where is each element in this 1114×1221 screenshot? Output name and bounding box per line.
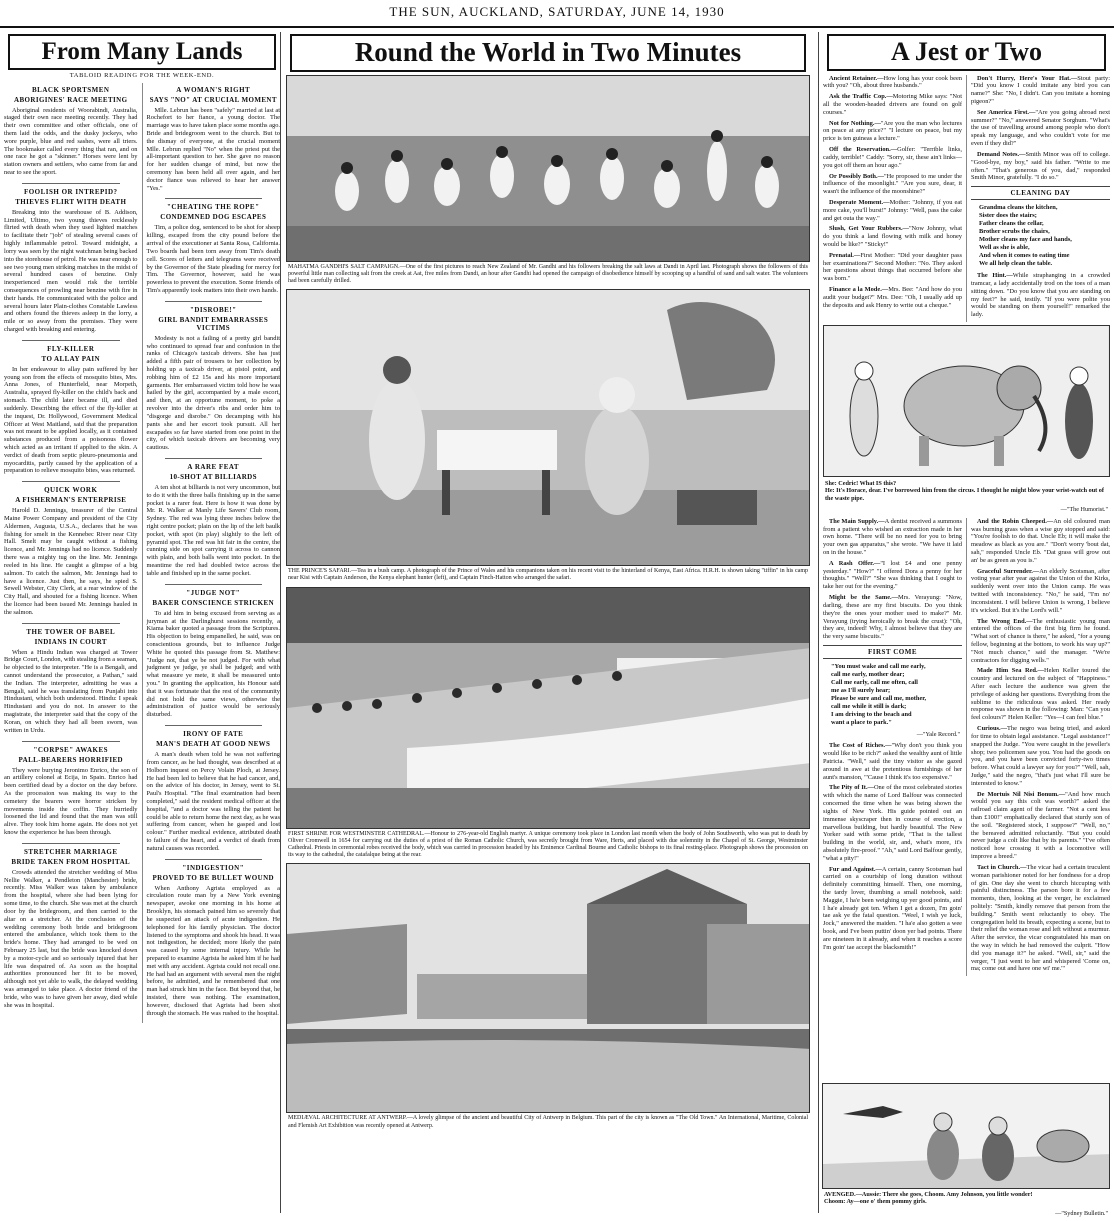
jest-text: Helen Keller toured the country and lectured on the subject of "Happiness." After each lecture the audience was given the privilege of asking her questions. Everything from the sublime to the ridiculous was asked. Her ready response was shown in the following: Man: "Can you feel colours?" Helen Keller: "Yes—I can feel blue." <box>971 667 1110 722</box>
jest-lead: Slush, Get Your Rubbers.— <box>829 225 909 233</box>
jest-lead: Desperate Moment.— <box>829 198 890 206</box>
photo-gandhi-illustration <box>287 76 810 261</box>
section-title-a-jest-or-two: A Jest or Two <box>827 34 1106 71</box>
cartoon-avenged-illustration <box>823 1084 1110 1188</box>
news-article <box>147 589 281 719</box>
jest-text: Mrs. Bee: "And how do you audit your budget?" Mrs. Dee: "Oh, I usually add up the deposits and ask Henry to write out a cheque." <box>823 286 962 309</box>
left-subcolumn-2 <box>142 83 281 1024</box>
jest-text: "And how much would you say this colt was worth?" asked the railroad claim agent of the farmer. "Not a cent less than £100!" emphatically declared that sturdy son of the soil. "Registered stock, I suppose?" "Well, no," the bereaved admitted reluctantly. "But you could never judge a colt like that by its parents." "I've often noticed how crossing it with a locomotive will improve a breed." <box>971 790 1110 861</box>
article-body: Modesty is not a failing of a pretty girl bandit who continued to spread fear and confusion in the ranks of Chicago's taxicab drivers. She has just added a fifth pair of trousers to her collection by holding up a taxicab driver, at pistol point, and robbing him of £2 15s and his more important garments. Her embarrassed victim told how he was hailed by the girl, accompanied by a male escort, and then, at an opportune moment, to poke a revolver into the driver's ribs and order him to "disgorge and disrobe." On decamping with his pants she and her escort took pursuit. All her escapades so far have started from one point in the city, of which taxicab drivers are becoming very cautious. <box>146 334 280 452</box>
jest-list-4 <box>823 742 962 951</box>
jest-text: Stout party: "Did you know I could imitate any bird you can name?" She: "No, I didn't. Can you imitate a homing pigeon?" <box>971 74 1110 106</box>
news-article <box>147 86 281 193</box>
article-headline: "CORPSE" AWAKES <box>33 745 109 754</box>
article-divider <box>165 301 263 302</box>
jest-lead: Curious.— <box>977 725 1008 733</box>
news-article <box>147 730 281 853</box>
jest-item <box>823 199 962 222</box>
right-top-subcolumns <box>823 75 1110 322</box>
jest-lead: Finance a la Mode.— <box>829 286 889 294</box>
jest-item <box>823 518 962 557</box>
jest-item <box>971 667 1110 722</box>
news-article <box>147 203 281 294</box>
jest-item <box>823 173 962 196</box>
jest-text: A dentist received a summons from a patient who wished an extraction made in her own home. "There will be no need for you to bring your own gas apparatus," she wrote. "We have it laid on in the house." <box>823 517 962 557</box>
article-body: Harold D. Jennings, treasurer of the Central Maine Power Company and president of the City Aldermen, Augusta, U.S.A., declares that he was fishing for smelt in the Kennebec River near City Hall. Smelt may be caught without a fishing licence, and Mr. Jennings had no licence. Suddenly there was a mighty tug on the line. Mr. Jennings reeled in his line. He caught a glimpse of a big salmon. To catch the salmon, Mr. Jennings had to have a licence. Just then, he says, he spied S. Sewell Webster, City Clerk, at a rear window of the City Hall, and shouted for a fishing licence. When the licence had been issued Mr. Jennings hauled in the salmon. <box>4 507 138 616</box>
jest-text: Mother: "Johnny, if you eat more cake, you'll burst!" Johnny: "Well, pass the cake and get outa the way." <box>823 198 962 222</box>
caption-westminster-cathedral: FIRST SHRINE FOR WESTMINSTER CATHEDRAL.—Honour to 276-year-old English martyr. A unique ceremony took place in London last month when the body of John Southworth, who was put to death by Oliver Cromwell in 1654 for carrying out the duties of a priest of the Roman Catholic Church, was secretly brought from Ware, Herts, and placed with due solemnity in the Chapel of St. George, Westminster Cathedral. Priests in ceremonial robes received the body, which was carried in procession headed by his Eminence Cardinal Bourne and Catholic bishops to its final resting-place. Photograph shows the procession on its way to the cathedral, the catafalque being at the rear. <box>288 830 808 859</box>
article-headline: BLACK SPORTSMEN <box>32 85 110 94</box>
section-strap: TABLOID READING FOR THE WEEK-END. <box>69 71 215 79</box>
article-headline: "JUDGE NOT" <box>186 588 241 597</box>
article-divider <box>165 725 263 726</box>
jest-item <box>971 568 1110 615</box>
jest-lead: Graceful Surrender.— <box>977 567 1040 575</box>
cartoon-avenged <box>822 1083 1110 1189</box>
jest-item <box>823 120 962 143</box>
jest-lead: The Pity of It.— <box>829 784 874 792</box>
jest-item <box>823 93 962 116</box>
article-headline: QUICK WORK <box>44 486 98 495</box>
jest-lead: The Wrong End.— <box>977 617 1033 625</box>
article-divider <box>22 340 120 341</box>
news-article <box>4 628 138 735</box>
jest-item <box>971 618 1110 665</box>
article-body: Crowds attended the stretcher wedding of Miss Nellie Walker, a Pendleton (Manchester) bride, recently. Miss Walker was taken by ambulance from the hospital, where she had been lying for some time, to the church. She was met at the church door by the bridegroom, and then carried to the altar on a stretcher. At the conclusion of the wedding ceremony both bride and bridegroom entered the ambulance, which took them to the bride's home. They had arranged to be wed on February 25 last, but the bride was knocked down by a motor-cycle and so seriously injured that her life was despaired of. As soon as the hospital authorities pronounced her fit to be moved, although not yet able to walk, the delayed wedding was arranged to take place. A doctor friend of the bride, who was to have given her away, died while she was in hospital. <box>4 868 138 1009</box>
article-subheadline: BRIDE TAKEN FROM HOSPITAL <box>11 857 131 866</box>
article-subheadline: GIRL BANDIT EMBARRASSES VICTIMS <box>158 315 269 332</box>
from-many-lands-section <box>4 32 281 1213</box>
article-subheadline: SAYS "NO" AT CRUCIAL MOMENT <box>149 95 277 104</box>
jest-text: First Mother: "Did your daughter pass her examinations?" Second Mother: "No. They asked her questions about things that occurred before she was born." <box>823 251 962 283</box>
jest-item <box>971 109 1110 148</box>
article-body: A ten shot at billiards is not very uncommon, but to do it with the three balls finishing up in the same pocket is a rarer feat. Here is how it was done by Mr. R. Walker at Manly Life Savers' Club room, Sydney. The red was lying three inches below the right centre pocket; plain on the lip of the left baulk pocket, with spot (in play) slightly to the left of pyramid spot. The red was hit fair in the centre, the cunning side on spot carrying it across to cannon with plain, and both balls went into pocket. In the meantime the red had doubled twice across the table and finished up in the same pocket. <box>146 483 280 577</box>
jest-item <box>971 791 1110 861</box>
photo-gandhi-salt-campaign <box>286 75 810 262</box>
jest-item <box>823 75 962 91</box>
jest-text: The enthusiastic young man entered the offices of the first big firm he found. "What sort of chance is there," he asked, "for a young fellow, beginning at the bottom, to work his way up?" "Not much chance," said the manager. "We're contractors for digging wells." <box>971 617 1110 664</box>
jest-text: An old coloured man was burning grass when a wise guy stopped and said: "You're foolish to do that. Uncle Eb; it will make the meadow as black as you are." "Don't worry 'bout dat, sah," responded Uncle Eb. "Dat grass will grow out an' be as green as you is." <box>971 517 1110 564</box>
jest-text: "I lost £4 and one penny yesterday." "How?" "I offered Dora a penny for her thoughts." "Well?" "She was thinking that I ought to take her out for the evening." <box>823 559 962 591</box>
jest-item <box>971 151 1110 182</box>
jest-lead: And the Robin Cheeped.— <box>977 517 1054 525</box>
jest-text: While straphanging in a crowded tramcar, a lady accidentally trod on the toes of a man sitting down. "Do you know that you are standing on my feet?" he said, testily. "If you were polite you would be standing on them yourself!" remarked the lady. <box>971 272 1110 319</box>
article-headline: FOOLISH OR INTREPID? <box>23 187 118 196</box>
article-body: A man's death when told he was not suffering from cancer, as he had thought, was described at a Holborn inquest on Percy Volain Ploch, at Jersey. He had been led to believe that he had cancer, and, on the advice of his doctor, in Jersey, went to St. Paul's Hospital. "The final examination had been completed," said the resident medical officer at the hospital, "and a doctor was telling the patient he could be able to return home the next day, as he was suffering from cancer, when he gasped and lost colour." Further medical evidence, attributed death to failure of the heart, and a verdict of death from natural causes was recorded. <box>146 751 280 852</box>
jest-lead: Ask the Traffic Cop.— <box>829 93 893 101</box>
first-come-credit: —"Yale Record." <box>916 730 960 738</box>
article-body: They were burying Jeronimo Enrico, the son of an artillery colonel at Ecija, in Spain. Enrico had been certified dead by a doctor on the day before. As the procession was making its way to the cemetery the bearers were horror stricken by movements inside the coffin. They hurriedly loosened the lid and found that the man was still alive. They took him home again. He does not yet know the experience he has been through. <box>4 766 138 836</box>
masthead: THE SUN, AUCKLAND, SATURDAY, JUNE 14, 1930 <box>0 4 1114 28</box>
jest-item <box>823 225 962 248</box>
article-body: Aboriginal residents of Woorabindi, Australia, staged their own race meeting recently. They had their own committee and other officials, one of them laid the odds, and the dusky jockeys, who wore purple, blue and red sashes, were all triers. The bookmaker called every thing that ran, and on one race he got a "skinner." Horses were lent by station owners and settlers, who came from far and near to see the sport. <box>4 106 138 176</box>
jest-item <box>971 75 1110 106</box>
jest-lead: See America First.— <box>977 108 1036 116</box>
photo-westminster-procession <box>286 587 810 829</box>
article-headline: "INDIGESTION" <box>182 863 245 872</box>
first-come-poem: "You must wake and call me early, call me early, mother dear; Call me early, call me often, call me as I'll surely hear; Please be sure and call me, mother, call me while it still is dark; I am driving to the beach and want a place to park." <box>831 662 927 726</box>
news-article <box>147 864 281 1018</box>
jest-text: "Why don't you think you would like to be rich?" asked the wealthy aunt of little Patricia. "Well," said the tiny visitor as she gazed around in awe at the pretentious furnishings of her aunt's mansion, "'Cause I think it's too expensive." <box>823 742 962 781</box>
jest-item <box>823 560 962 591</box>
news-article <box>147 306 281 452</box>
article-subheadline: ABORIGINES' RACE MEETING <box>14 95 128 104</box>
jest-lead: Not for Nothing.— <box>829 119 881 127</box>
news-article <box>4 86 138 177</box>
article-subheadline: PALL-BEARERS HORRIFIED <box>18 755 124 764</box>
news-article <box>147 463 281 578</box>
jest-text: How long has your cook been with you? "Oh, about three husbands." <box>823 74 962 90</box>
a-jest-or-two-section <box>818 32 1110 1213</box>
caption-prince-safari: THE PRINCE'S SAFARI.—Tea in a bush camp. A photograph of the Prince of Wales and his companions taken on his recent visit to the hinterland of Kenya, East Africa. H.R.H. is shown taking "tiffin" in his camp near Kisi with Captain Anderson, the Kenya elephant hunter (left), and Captain Finch-Hatton who arranged the safari. <box>288 568 808 582</box>
photo-safari-illustration <box>287 290 810 565</box>
news-article <box>4 848 138 1010</box>
article-headline: A WOMAN'S RIGHT <box>176 85 251 94</box>
jest-text: Smith Minor was off to college. "Good-bye, my boy," said his father. "Write to me often." "That's generous of you, dad," responded Smith Minor, gratefully. "I do so." <box>971 150 1110 182</box>
jest-item <box>971 864 1110 973</box>
article-headline: IRONY OF FATE <box>183 730 244 739</box>
article-divider <box>165 458 263 459</box>
article-headline: "DISROBE!" <box>189 305 237 314</box>
jest-lead: Prenatal.— <box>829 251 861 259</box>
jest-item <box>823 146 962 169</box>
jest-lead: Demand Notes.— <box>977 150 1026 158</box>
article-divider <box>22 843 120 844</box>
section-title-from-many-lands: From Many Lands <box>8 34 276 70</box>
article-body: Tim, a police dog, sentenced to be shot for sheep killing, escaped from the city pound before the arrival of the executioner at Santa Rosa, California. Two boards had been torn away from Tim's death cell. Scores of letters and telegrams were received by the Governor of the State pleading for mercy for Tim. The Governor, however, said he was powerless to prevent the execution. Some friends of Tim's apparently took matters into their own hands. <box>146 224 280 294</box>
cartoon-avenged-credit: —"Sydney Bulletin." <box>1055 1209 1108 1217</box>
jest-lead: The Cost of Riches.— <box>829 742 892 750</box>
jest-text: The vicar had a certain truculent woman parishioner noted for her fondness for a drop of gin. One day she went to church hiccuping with painful distinctness. The parson bore it for a few moments, then, looking at the verger, he exclaimed politely: "Smith, kindly remove that person from the building." Smith went reluctantly to obey. The congregation held its breath, expecting a scene, but to their relief the woman rose and left without a murmur. After the service, the vicar congratulated his man on the way in which he had removed the culprit. "How did you manage it?" he asked. "Well, sir," said the verger, "I just went to her and whispered 'Come on, ma; come out and have one wi' me.'" <box>971 863 1110 973</box>
cartoon-horace-elephant <box>823 325 1110 477</box>
jest-subcolumn-1 <box>823 75 962 322</box>
article-divider <box>165 198 263 199</box>
jest-text: One of the most celebrated stories with which the name of Lord Balfour was connected concerned the time when he was being shown the sights of New York. His guide pointed out an immense skyscraper then in course of erection, a marvellous building, but hardly beautiful. The New Yorker said with some pride, "That is the tallest building in the world, sir, and, what's more, it's absolutely fire-proof." "Ah," said Lord Balfour gently, "what a pity!" <box>823 784 962 862</box>
jest-item <box>823 742 962 781</box>
news-article <box>4 746 138 837</box>
jest-lead: Off the Reservation.— <box>829 146 898 154</box>
caption-antwerp: MEDIÆVAL ARCHITECTURE AT ANTWERP.—A lovely glimpse of the ancient and beautiful City of Antwerp in Belgium. This part of the city is known as "The Old Town." An International, Maritime, Colonial and Flemish Art Exhibition was recently opened at Antwerp. <box>288 1115 808 1129</box>
article-body: Breaking into the warehouse of B. Addison, Limited, Ultimo, two young thieves recklessly flirted with death when they used lighted matches to facilitate their "job" of stealing several cases of highly inflammable petrol. Toward midnight, a lorry was seen by the night watchman being backed into the storehouse of petrol. He was near enough to see two young men striking matches in the midst of several hundred cases of benzine. Only inexperienced men would risk the terrible consequences of prowling near benzine with fire in their hands. He communicated with the police and several hours later Plain-clothes Constable Lawless and others found the thieves asleep in the lorry, a mile or so away from the premises. They were charged with breaking and entering. <box>4 208 138 333</box>
article-divider <box>165 584 263 585</box>
article-headline: THE TOWER OF BABEL <box>26 627 116 636</box>
jest-subcolumn-3 <box>823 518 962 977</box>
article-headline: STRETCHER MARRIAGE <box>23 847 118 856</box>
jest-lead: Might be the Same.— <box>829 594 899 602</box>
article-divider <box>165 859 263 860</box>
cartoon-avenged-caption: AVENGED.—Aussie: There she goes, Choom. Amy Johnson, you little wonder! Choom: Ay—one o' them pommy girls. <box>824 1191 1033 1206</box>
section-title-round-the-world: Round the World in Two Minutes <box>290 34 806 72</box>
article-divider <box>22 183 120 184</box>
first-come-title: FIRST COME <box>823 645 962 659</box>
article-headline: FLY-KILLER <box>47 344 95 353</box>
jest-the-hint <box>971 272 1110 319</box>
photo-prince-safari <box>286 289 810 566</box>
jest-item <box>823 784 962 862</box>
jest-lead: The Main Supply.— <box>829 517 885 525</box>
photo-antwerp-illustration <box>287 864 810 1112</box>
jest-list-2 <box>971 75 1110 183</box>
jest-text: "Now Johnny, what do you think a land flowing with milk and honey would be like?" "Sticky!" <box>823 225 962 249</box>
article-body: To aid him in being excused from serving as a juryman at the Darlinghurst sessions recently, a Kiama baker quoted a passage from the Scriptures. His objection to being empanelled, he said, was on conscientious grounds, but to influence Judge White he quoted this passage from St. Matthew: "Judge not, that ye be not judged. For with what judgment ye judge, ye shall be judged; and with what measure ye mete, it shall be measured unto you." In granting the application, his Honour said that it was fortunate that the rest of the community did not hold the same views, otherwise the administration of justice would be seriously disturbed. <box>146 609 280 719</box>
jest-item <box>971 725 1110 788</box>
photo-procession-illustration <box>287 588 810 828</box>
jest-item <box>823 252 962 283</box>
cartoon-horace-credit: —"The Humorist." <box>1060 506 1108 514</box>
jest-item <box>823 594 962 641</box>
article-headline: A RARE FEAT <box>187 462 240 471</box>
jest-lead: Fur and Against.— <box>829 865 882 873</box>
jest-list-3 <box>823 518 962 641</box>
jest-subcolumn-5 <box>966 518 1110 977</box>
article-subheadline: 10-SHOT AT BILLIARDS <box>169 472 257 481</box>
jest-lead: Tact in Church.— <box>977 863 1027 871</box>
article-subheadline: MAN'S DEATH AT GOOD NEWS <box>156 740 271 749</box>
news-article <box>4 188 138 334</box>
round-the-world-section <box>286 32 810 1213</box>
jest-item <box>971 518 1110 565</box>
article-body: When a Hindu Indian was charged at Tower Bridge Court, London, with stealing from a seaman, he objected to the interpreter. "He is a Bengali, and cannot understand the prosecutor, a Pathan," said the Indian. The interpreter, admitting he was a Bengali, said he was translating from Punjabi into Hindustani, which both understood. Hindu: I speak Hindustani and you do not. In answer to the magistrate, the interpreter said that the copy of the Koran, on which they had all been sworn, was written in Urdu. <box>4 648 138 734</box>
photo-antwerp-architecture <box>286 863 810 1113</box>
article-headline: "CHEATING THE ROPE" <box>167 203 260 212</box>
cleaning-day-poem: Grandma cleans the kitchen, Sister does the stairs; Father cleans the cellar, Brother scrubs the chairs, Mother cleans my face and hands, Well as she is able, And when it comes to eating time We all help clean the table. <box>979 204 1072 268</box>
cartoon-elephant-illustration <box>824 326 1108 476</box>
jest-item <box>823 866 962 952</box>
article-body: Mlle. Lebrun has been "safely" married at last at Rochefort to her fiance, a young doctor. The marriage was to have taken place some months ago. Bride and bridegroom went to the church. But to the dismay of everyone, at the crucial moment Mlle. Lebrun replied "No" when the priest put the all-important question to her. She gave no reason for her sudden change of mind, but now the ceremony has been held all over again, and her doctor fiance was relieved to hear her answer "Yes." <box>146 106 280 192</box>
jest-text: Golfer: "Terrible links, caddy, terrible!" Caddy: "Sorry, sir, these ain't links—you got off them an hour ago." <box>823 146 962 169</box>
jest-text: Mrs. Verayung: "Now, darling, these are my first biscuits. Do you think they're the ones your mother used to make?" Mr. Verayung (trying heroically to break the crust): "Oh, they are, indeed! Why, I almost believe that they are the very same biscuits." <box>823 594 962 641</box>
news-article <box>4 486 138 616</box>
article-divider <box>22 481 120 482</box>
left-subcolumn-1 <box>4 83 138 1024</box>
cartoon-avenged-block <box>822 1083 1110 1221</box>
article-divider <box>22 623 120 624</box>
right-bottom-subcolumns <box>823 518 1110 977</box>
caption-gandhi-salt-campaign: MAHATMA GANDHI'S SALT CAMPAIGN.—One of the first pictures to reach New Zealand of Mr. Gandhi and his followers breaking the salt laws at Dandi in April last. Photograph shows the followers of this powerful little man collecting salt from the creek at Aat, five miles from Dandi, an hour after Gandhi had opened the campaign of disobedience himself by scooping up a handful of sand and salt water. The volunteers had been carefully drilled. <box>288 263 808 285</box>
article-body: In her endeavour to allay pain suffered by her young son from the effects of mosquito bites, Mrs. Anna Jones, of Hunterfield, near Morpeth, Australia, sprayed fly-killer on the child's back and stomach. The child later became ill, and died suddenly. Describing the effect of the fly-killer at the inquest, Dr. Hollywood, Government Medical Officer at West Maitland, said that the preparation was not meant to be applied locally, as it contained substances produced from a poisonous flower which acted as an irritant if applied to the skin. A verdict of death from septic pleuro-pneumonia and myocarditis, partly caused by the application of a preparation to relieve mosquito bites, was returned. <box>4 365 138 475</box>
left-subcolumns <box>4 83 280 1024</box>
jest-subcolumn-2 <box>966 75 1110 322</box>
news-article <box>4 345 138 475</box>
article-subheadline: BAKER CONSCIENCE STRICKEN <box>152 598 275 607</box>
jest-lead: Made Him Sea Red.— <box>977 667 1044 675</box>
cartoon-horace-caption: She: Cedric! What IS this? He: It's Horace, dear. I've borrowed him from the circus. I thought he might blow your wrist-watch out of the waste pipe. <box>825 480 1104 502</box>
article-subheadline: A FISHERMAN'S ENTERPRISE <box>15 496 127 505</box>
jest-item <box>823 286 962 309</box>
cleaning-day-title: CLEANING DAY <box>971 186 1110 200</box>
article-subheadline: TO ALLAY PAIN <box>41 354 100 363</box>
jest-lead: Don't Hurry, Here's Your Hat.— <box>977 74 1078 82</box>
jest-text: An elderly Scotsman, after voting year after year against the Union of the Kirks, suddenly went over into the Union camp. He was twitted with inconsistency. "No," he said, "I'm no' inconsistent. I will believe Union is wrong, I believe it's wicked. But it's the Lord's will." <box>971 567 1110 614</box>
jest-text: A certain, canny Scotsman had carried on a courtship of long duration without definitely committing himself. Then, one morning, the tardy lover, thumbing a small notebook, said: Maggie, I ha'e been weighing up yer good points, and I ha'e already got ten. When I get a dozen, I'm goin' tae ask ye the fatal question. "Weel, I wish ye luck, Jock," answered the maiden. "I ha'e also gotten a wee book, and I've been puttin' doon yer bad points. There are nineteen in it already, and when it reaches a score I'm goin' tae accept the blacksmith!" <box>823 865 962 951</box>
jest-lead: Or Possibly Both.— <box>829 172 884 180</box>
article-body: When Anthony Agrista employed as a circulation route man by a New York evening newspaper, awoke one morning in his home at Brooklyn, his stomach pained him so severely that he suspected an attack of acute indigestion. He telephoned for his family physician. The doctor listened to the symptoms and shook his head. It was not indigestion, he decided; more likely the pain was caused by some internal injury. While he prepared to examine Agrista he asked him if he had met with any accident. Agrista could not recall one. He had had an argument with several men the night before, he admitted, and he remembered that one man had struck him in the face. But beyond that, he insisted, there was nothing. The examination, however, disclosed that Agrista had been shot through the stomach. He was rushed to the hospital. <box>146 884 280 1017</box>
jest-lead: The Hint.— <box>977 272 1013 280</box>
jest-lead: Ancient Retainer.— <box>829 74 884 82</box>
jest-text: Motoring Mike says: "Not all the wooden-headed drivers are found on golf courses." <box>823 93 962 116</box>
jest-lead: A Rash Offer.— <box>829 559 881 567</box>
jest-text: "Are you going abroad next summer?" "No," answered Senator Sorghum. "What's the use of travelling around among people who don't speak my language, and who couldn't vote for me even if they did?" <box>971 108 1110 148</box>
jest-text: "He proposed to me under the influence of the moonlight." "Are you sure, dear, it wasn't the influence of the moonshine?" <box>823 172 962 196</box>
jest-text: "Are you the man who lectures on peace at any price?" "I lecture on peace, but my price is ten guineas a lecture." <box>823 119 962 143</box>
article-divider <box>22 741 120 742</box>
article-subheadline: INDIANS IN COURT <box>34 637 107 646</box>
article-subheadline: THIEVES FLIRT WITH DEATH <box>15 197 127 206</box>
article-subheadline: CONDEMNED DOG ESCAPES <box>160 213 267 222</box>
article-subheadline: PROVED TO BE BULLET WOUND <box>152 873 274 882</box>
jest-text: The negro was being tried, and asked for time to obtain legal assistance. "Legal assistance!" snapped the Judge. "You were caught in the jeweller's shop; two policemen saw you. You had the goods on you, and you have been convicted forty-two times before. What could a lawyer say for you?" "Well, sah, Judge," said the negro, "that's just what I'll sure be interested to know." <box>971 725 1110 787</box>
jest-lead: De Mortuis Nil Nisi Bonum.— <box>977 790 1066 798</box>
